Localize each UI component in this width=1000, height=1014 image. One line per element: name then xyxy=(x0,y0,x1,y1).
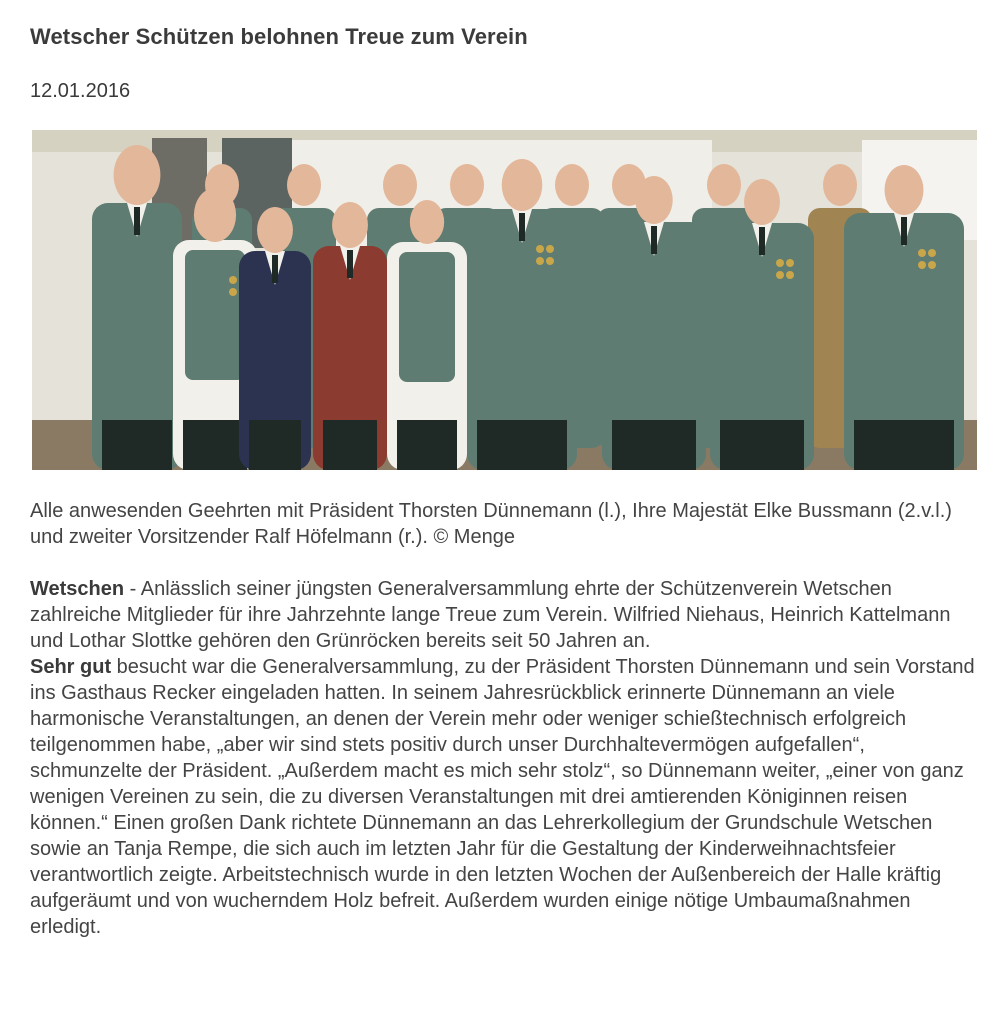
photo-medal xyxy=(786,259,794,267)
photo-person-front-5-vest xyxy=(399,252,455,382)
group-photo xyxy=(32,130,977,470)
photo-person-front-3-head xyxy=(257,207,293,253)
photo-person-front-6-tie xyxy=(519,213,525,241)
photo-person-front-3-legs xyxy=(249,420,301,470)
photo-person-front-4-tie xyxy=(347,250,353,278)
article-headline: Wetscher Schützen belohnen Treue zum Verein xyxy=(30,24,528,49)
photo-medal xyxy=(918,261,926,269)
group-photo-illustration xyxy=(32,130,977,470)
photo-person-front-2-head xyxy=(194,188,236,242)
photo-medal xyxy=(546,257,554,265)
photo-person-back-2-head xyxy=(287,164,321,206)
photo-person-front-6-head xyxy=(502,159,543,211)
photo-medal xyxy=(786,271,794,279)
paragraph-2-text: besucht war die Generalversammlung, zu der Präsident Thorsten Dünnemann und sein Vorstand ins Gasthaus Recker eingeladen hatten. In seinem Jahresrückblick erinnerte Dünnemann an viele harmonische Veranstaltungen, an denen der Verein mehr oder weniger schießtechnisch erfolgreich teilgenommen habe, „aber wir sind stets positiv durch unser Durchhaltevermögen aufgefallen“, schmunzelte der Präsident. „Außerdem macht es mich sehr stolz“, so Dünnemann weiter, „einer von ganz wenigen Vereinen zu sein, die zu diversen Veranstaltungen mit drei amtierenden Königinnen reisen können.“ Einen großen Dank richtete Dünnemann an das Lehrerkollegium der Grundschule Wetschen sowie an Tanja Rempe, die sich auch im letzten Jahr für die Gestaltung der Kinderweihnachtsfeier verantwortlich zeigte. Arbeitstechnisch wurde in den letzten Wochen der Außenbereich der Halle kräftig aufgeräumt und von wucherndem Holz befreit. Außerdem wurden einige nötige Umbaumaßnahmen erledigt. xyxy=(30,656,975,938)
photo-person-front-7-head xyxy=(635,176,672,224)
photo-person-front-9-head xyxy=(885,165,924,215)
photo-person-front-9-legs xyxy=(854,420,954,470)
photo-person-front-1-tie xyxy=(134,207,140,235)
photo-person-front-4-head xyxy=(332,202,368,248)
photo-medal xyxy=(928,261,936,269)
photo-medal xyxy=(229,288,237,296)
photo-person-front-9-tie xyxy=(901,217,907,245)
photo-person-front-8-head xyxy=(744,179,780,225)
photo-person-front-3-tie xyxy=(272,255,278,283)
photo-medal xyxy=(776,271,784,279)
photo-person-back-3-head xyxy=(383,164,417,206)
paragraph-1-lead: Wetschen xyxy=(30,578,125,600)
photo-person-front-6-legs xyxy=(477,420,567,470)
article-paragraph-1 xyxy=(30,576,980,654)
article-body xyxy=(30,576,980,940)
photo-caption: Alle anwesenden Geehrten mit Präsident Thorsten Dünnemann (l.), Ihre Majestät Elke Bussmann (2.v.l.) und zweiter Vorsitzender Ralf Höfelmann (r.). © Menge xyxy=(30,500,952,548)
paragraph-2-lead: Sehr gut xyxy=(30,656,112,678)
photo-person-front-2-vest xyxy=(185,250,245,380)
photo-person-front-7-legs xyxy=(612,420,696,470)
photo-medal xyxy=(928,249,936,257)
photo-person-back-4-head xyxy=(450,164,484,206)
article-paragraph-2 xyxy=(30,654,980,940)
photo-person-front-4-legs xyxy=(323,420,377,470)
photo-medal xyxy=(918,249,926,257)
photo-person-front-5-head xyxy=(410,200,444,244)
photo-person-back-8-head xyxy=(823,164,857,206)
photo-person-back-7-head xyxy=(707,164,741,206)
photo-person-front-8-legs xyxy=(720,420,804,470)
photo-person-front-5-legs xyxy=(397,420,457,470)
photo-medal xyxy=(776,259,784,267)
photo-person-front-2-legs xyxy=(183,420,247,470)
photo-person-front-8-tie xyxy=(759,227,765,255)
photo-medal xyxy=(229,276,237,284)
photo-person-front-1-legs xyxy=(102,420,172,470)
photo-person-front-1-head xyxy=(114,145,161,205)
photo-medal xyxy=(536,245,544,253)
paragraph-1-text: - Anlässlich seiner jüngsten Generalversammlung ehrte der Schützenverein Wetschen zahlreiche Mitglieder für ihre Jahrzehnte lange Treue zum Verein. Wilfried Niehaus, Heinrich Kattelmann und Lothar Slottke gehören den Grünröcken bereits seit 50 Jahren an. xyxy=(30,578,951,652)
photo-person-back-5-head xyxy=(555,164,589,206)
article-date: 12.01.2016 xyxy=(30,80,131,102)
photo-person-front-7-tie xyxy=(651,226,657,254)
photo-medal xyxy=(546,245,554,253)
photo-medal xyxy=(536,257,544,265)
